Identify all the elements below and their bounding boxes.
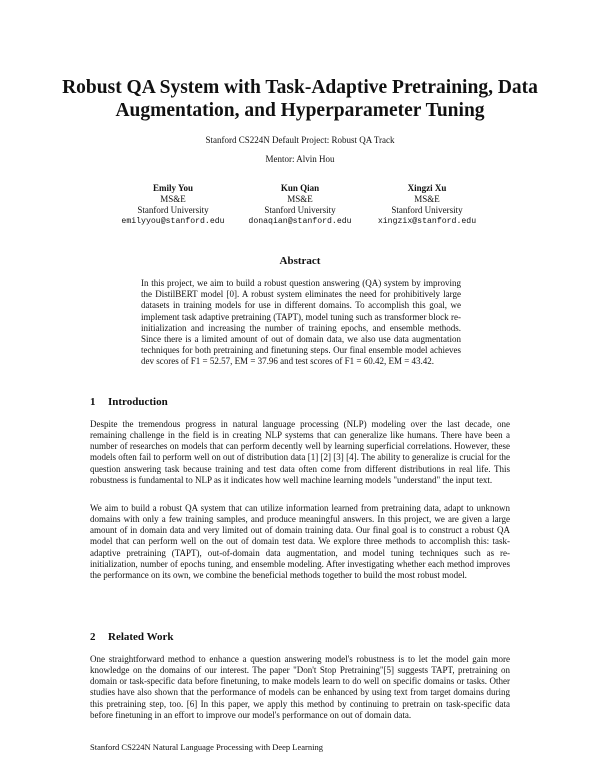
- abstract-text: In this project, we aim to build a robust question answering (QA) system by improving the DistilBERT model [0]. A robust system eliminates the need for prohibitively large datasets in training models for use in different domains. To accomplish this goal, we implement task adaptive pretraining (TAPT), model tuning such as transformer block re-initialization and increasing the number of training epochs, and ensemble methods. Since there is a limited amount of out of domain data, we also use data augmentation techniques for both pretraining and finetuning steps. Our final ensemble model achieves dev scores of F1 = 52.57, EM = 37.96 and test scores of F1 = 60.42, EM = 43.42.: [141, 278, 461, 367]
- body-paragraph: Despite the tremendous progress in natural language processing (NLP) modeling over the last decade, one remaining challenge in the field is in creating NLP systems that can generalize like humans. There have been a number of researches on models that can perform decently well by learning superficial correlations. However, these models often fail to perform well on out of distribution data [1] [2] [3] [4]. The ability to generalize is crucial for the question answering task because training and test data often come from different distributions in real life. This robustness is fundamental to NLP as it indicates how well machine learning models "understand" the input text.: [90, 419, 510, 485]
- author-affiliation: Stanford University: [137, 205, 209, 215]
- author-name: Kun Qian: [280, 183, 320, 193]
- section-heading-related-work: [90, 631, 174, 644]
- author-degree: MS&E: [414, 194, 440, 204]
- section-title: Related Work: [108, 631, 174, 643]
- author-email: donaqian@stanford.edu: [248, 217, 352, 226]
- author-degree: MS&E: [287, 194, 313, 204]
- author-affiliation: Stanford University: [391, 205, 463, 215]
- section-heading-introduction: [90, 396, 168, 409]
- author-affiliation: Stanford University: [264, 205, 336, 215]
- author-name: Xingzi Xu: [407, 183, 447, 193]
- author-list: [110, 183, 490, 227]
- author-email: xingzix@stanford.edu: [377, 217, 477, 226]
- paper-title: Robust QA System with Task-Adaptive Pretraining, Data Augmentation, and Hyperparameter Tuning: [62, 77, 538, 121]
- body-paragraph: We aim to build a robust QA system that can utilize information learned from pretraining data, adapt to unknown domains with only a few training samples, and produce meaningful answers. In this project, we are given a large amount of in domain data and very limited out of domain training data. Our final goal is to construct a robust QA model that can perform well on the out of domain test data. We explore three methods to accomplish this: task-adaptive pretraining (TAPT), out-of-domain data augmentation, and model tuning techniques such as re-initialization, number of epochs tuning, and ensemble modeling. After investigating whether each method improves the performance on its own, we combine the beneficial methods together to build the most robust model.: [90, 503, 510, 580]
- section-number: 2: [90, 631, 96, 643]
- section-title: Introduction: [108, 396, 168, 408]
- author-name: Emily You: [153, 183, 193, 193]
- mentor-line: Mentor: Alvin Hou: [265, 154, 335, 164]
- author-degree: MS&E: [160, 194, 186, 204]
- body-paragraph: One straightforward method to enhance a question answering model's robustness is to let the model gain more knowledge on the domains of our interest. The paper "Don't Stop Pretraining"[5] suggests TAPT, pretraining on domain or task-specific data before finetuning, to make models learn to do well on specific domains or tasks. Other studies have also shown that the performance of models can be enhanced by using text from target domains during this pretraining step, too. [6] In this paper, we apply this method by continuing to pretrain on task-specific data before finetuning in an effort to improve our model's performance on out of domain data.: [90, 654, 510, 720]
- project-line: Stanford CS224N Default Project: Robust QA Track: [205, 135, 395, 145]
- author-block: [110, 183, 236, 227]
- page-footer: Stanford CS224N Natural Language Processing with Deep Learning: [90, 742, 323, 752]
- author-block: [364, 183, 490, 227]
- abstract-heading: Abstract: [279, 255, 321, 267]
- author-block: [237, 183, 363, 227]
- section-number: 1: [90, 396, 96, 408]
- author-email: emilyyou@stanford.edu: [121, 217, 225, 226]
